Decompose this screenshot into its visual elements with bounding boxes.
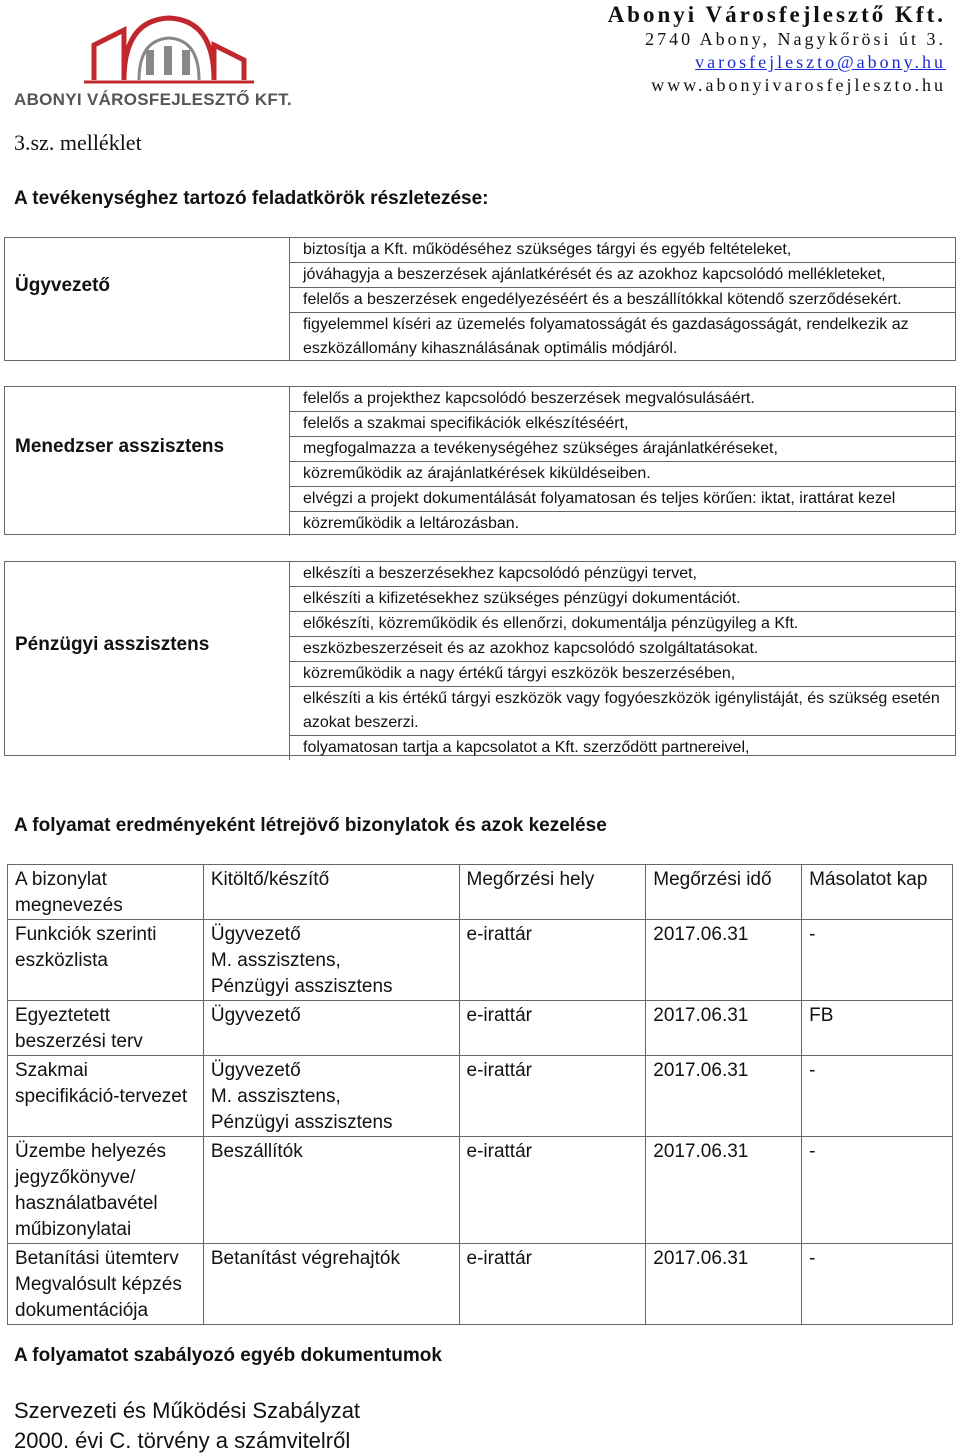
table-cell: Üzembe helyezés jegyzőkönyve/ használatbavétel műbizonylatai	[8, 1137, 204, 1244]
task-item: elkészíti a beszerzésekhez kapcsolódó pénzügyi tervet,	[290, 562, 955, 587]
column-header: Másolatot kap	[802, 865, 953, 920]
column-header: Megőrzési hely	[459, 865, 646, 920]
table-cell: e-irattár	[459, 1137, 646, 1244]
regulation-item: 2000. évi C. törvény a számvitelről	[14, 1428, 351, 1453]
documents-table	[7, 864, 953, 1325]
table-cell: Betanítási ütemterv Megvalósult képzés dokumentációja	[8, 1244, 204, 1325]
table-header-row	[8, 865, 953, 920]
role-tasks	[289, 387, 955, 536]
role-box-ugyvezeto	[4, 237, 956, 361]
company-website[interactable]: www.abonyivarosfejleszto.hu	[651, 75, 946, 95]
logo-arch-icon	[84, 10, 254, 88]
role-box-menedzser	[4, 386, 956, 535]
table-cell: Egyeztetett beszerzési terv	[8, 1001, 204, 1056]
table-cell: e-irattár	[459, 1056, 646, 1137]
task-item: felelős a projekthez kapcsolódó beszerzések megvalósulásáért.	[290, 387, 955, 412]
role-name: Pénzügyi asszisztens	[15, 634, 210, 655]
task-item: közreműködik a nagy értékű tárgyi eszközök beszerzésében,	[290, 662, 955, 687]
task-item: előkészíti, közreműködik és ellenőrzi, dokumentálja pénzügyileg a Kft.	[290, 612, 955, 637]
task-item: elkészíti a kis értékű tárgyi eszközök vagy fogyóeszközök igénylistáját, és szükség esetén azokat beszerzi.	[290, 687, 955, 736]
table-cell: 2017.06.31	[646, 1001, 802, 1056]
table-row	[8, 920, 953, 1001]
table-cell: e-irattár	[459, 920, 646, 1001]
task-item: megfogalmazza a tevékenységéhez szükséges árajánlatkéréseket,	[290, 437, 955, 462]
table-cell: -	[802, 1244, 953, 1325]
table-cell: 2017.06.31	[646, 920, 802, 1001]
column-header: A bizonylat megnevezés	[8, 865, 204, 920]
table-row	[8, 1001, 953, 1056]
table-cell: e-irattár	[459, 1244, 646, 1325]
task-item: eszközbeszerzéseit és az azokhoz kapcsolódó szolgáltatásokat.	[290, 637, 955, 662]
table-cell: FB	[802, 1001, 953, 1056]
table-cell: Funkciók szerinti eszközlista	[8, 920, 204, 1001]
role-name: Ügyvezető	[15, 275, 111, 296]
section-title-documents: A folyamat eredményeként létrejövő bizonylatok és azok kezelése	[14, 815, 607, 836]
task-item: közreműködik az árajánlatkérések kiküldéseiben.	[290, 462, 955, 487]
table-cell: -	[802, 1056, 953, 1137]
role-tasks	[289, 562, 955, 760]
task-item: figyelemmel kíséri az üzemelés folyamatosságát és gazdaságosságát, rendelkezik az eszközállomány kihasználásának optimális módjáról.	[303, 316, 909, 357]
letterhead	[0, 0, 960, 110]
table-row	[8, 1244, 953, 1325]
section-title-tasks: A tevékenységhez tartozó feladatkörök részletezése:	[14, 188, 489, 209]
role-name: Menedzser asszisztens	[15, 436, 225, 457]
table-cell: -	[802, 1137, 953, 1244]
role-box-penzugyi	[4, 561, 956, 756]
company-name: Abonyi Városfejlesztő Kft.	[607, 2, 946, 27]
task-item: közreműködik a leltározásban.	[303, 515, 520, 532]
task-item: elkészíti a kifizetésekhez szükséges pénzügyi dokumentációt.	[290, 587, 955, 612]
task-item: elvégzi a projekt dokumentálását folyamatosan és teljes körűen: iktat, irattárat kezel	[290, 487, 955, 512]
role-tasks	[289, 238, 955, 361]
task-item: felelős a beszerzések engedélyezéséért és a beszállítókkal kötendő szerződésekért.	[290, 288, 955, 313]
annex-title: 3.sz. melléklet	[14, 130, 142, 155]
company-address: 2740 Abony, Nagykőrösi út 3.	[645, 29, 946, 49]
column-header: Kitöltő/készítő	[203, 865, 459, 920]
company-logo	[14, 10, 314, 109]
table-cell: -	[802, 920, 953, 1001]
task-item: felelős a szakmai specifikációk elkészítéséért,	[290, 412, 955, 437]
table-row	[8, 1137, 953, 1244]
regulation-item: Szervezeti és Működési Szabályzat	[14, 1398, 361, 1423]
column-header: Megőrzési idő	[646, 865, 802, 920]
table-row	[8, 1056, 953, 1137]
table-cell: Beszállítók	[203, 1137, 459, 1244]
task-item: jóváhagyja a beszerzések ajánlatkérését és az azokhoz kapcsolódó mellékleteket,	[290, 263, 955, 288]
table-cell: Ügyvezető M. asszisztens, Pénzügyi asszisztens	[203, 1056, 459, 1137]
company-info	[608, 2, 946, 97]
section-title-regulations: A folyamatot szabályozó egyéb dokumentumok	[14, 1345, 442, 1366]
regulations-list	[14, 1396, 360, 1456]
table-cell: Ügyvezető M. asszisztens, Pénzügyi asszisztens	[203, 920, 459, 1001]
table-cell: Ügyvezető	[203, 1001, 459, 1056]
task-item: biztosítja a Kft. működéséhez szükséges tárgyi és egyéb feltételeket,	[290, 238, 955, 263]
table-cell: 2017.06.31	[646, 1056, 802, 1137]
table-cell: 2017.06.31	[646, 1137, 802, 1244]
table-cell: e-irattár	[459, 1001, 646, 1056]
table-cell: Betanítást végrehajtók	[203, 1244, 459, 1325]
company-email-link[interactable]: varosfejleszto@abony.hu	[695, 52, 946, 72]
task-item: folyamatosan tartja a kapcsolatot a Kft. szerződött partnereivel,	[303, 739, 750, 756]
table-cell: Szakmai specifikáció-tervezet	[8, 1056, 204, 1137]
table-cell: 2017.06.31	[646, 1244, 802, 1325]
logo-text: ABONYI VÁROSFEJLESZTŐ KFT.	[14, 90, 292, 109]
